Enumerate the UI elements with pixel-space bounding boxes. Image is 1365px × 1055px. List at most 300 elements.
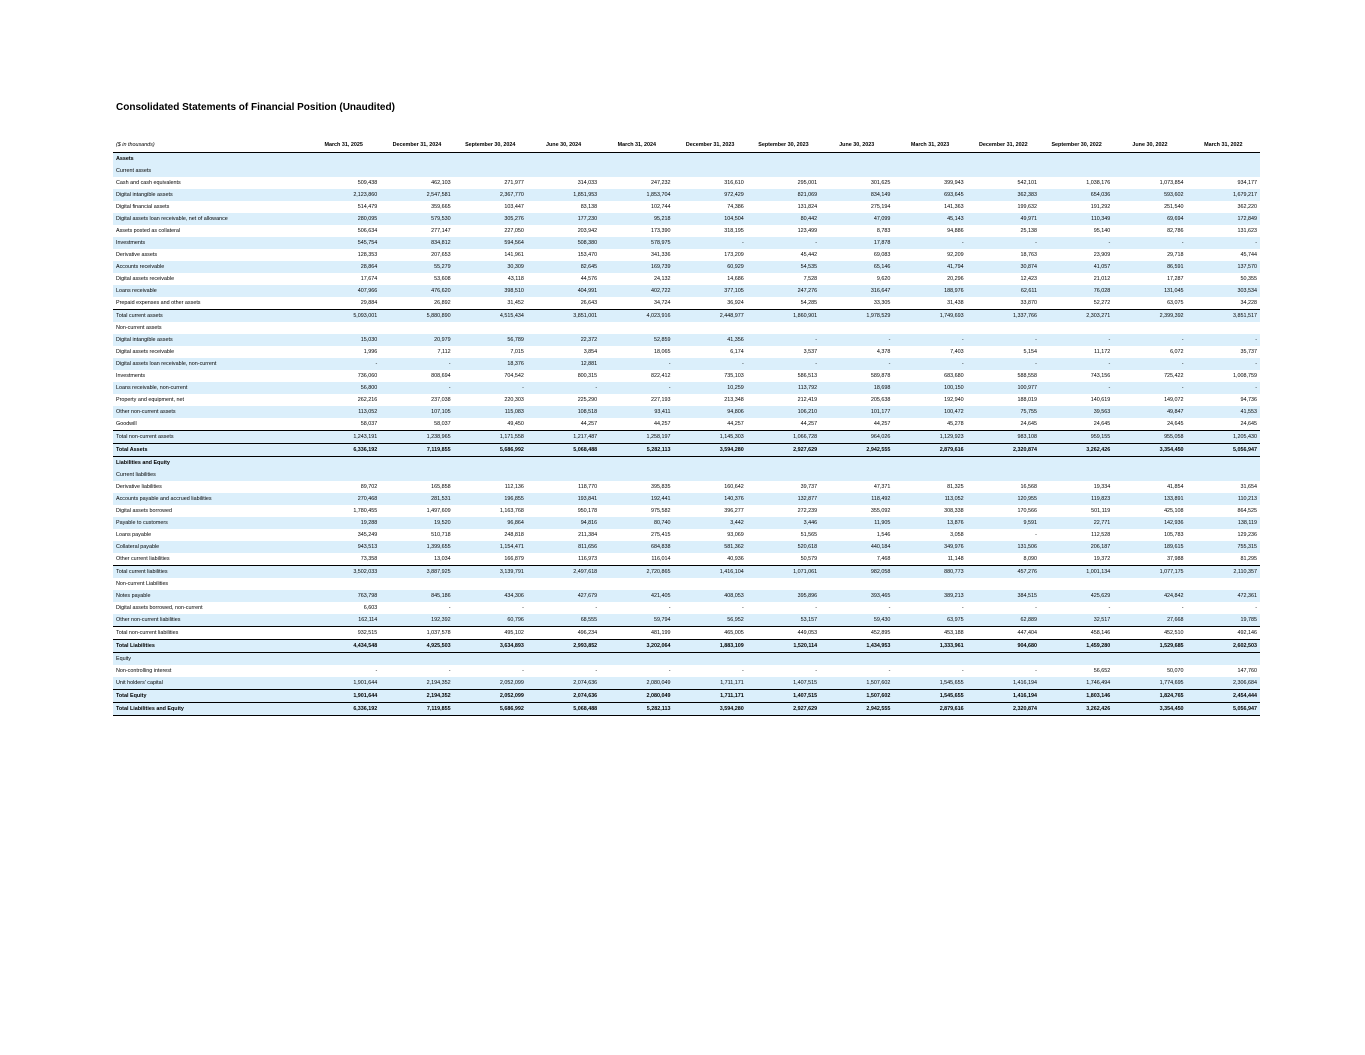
row-label: Total Assets — [113, 444, 307, 457]
value-cell: 86,591 — [1113, 261, 1186, 273]
row-label: Payable to customers — [113, 517, 307, 529]
value-cell: - — [673, 358, 746, 370]
value-cell: 177,230 — [527, 213, 600, 225]
value-cell — [1040, 578, 1113, 590]
value-cell: 52,272 — [1093, 300, 1111, 306]
value-cell: 880,773 — [893, 566, 966, 579]
value-cell: 113,052 — [893, 493, 966, 505]
value-cell: 19,288 — [307, 517, 380, 529]
row-label: Current liabilities — [113, 469, 307, 481]
value-cell: 424,842 — [1113, 590, 1186, 602]
value-cell: 821,069 — [747, 189, 820, 201]
value-cell: 1,507,602 — [820, 690, 893, 703]
value-cell: 472,361 — [1187, 590, 1260, 602]
value-cell: 45,143 — [893, 213, 966, 225]
value-cell — [673, 578, 746, 590]
value-cell: 588,558 — [1017, 373, 1037, 379]
value-cell: 509,438 — [357, 180, 378, 186]
value-cell: 62,611 — [967, 285, 1040, 297]
value-cell: 237,038 — [431, 397, 451, 403]
value-cell: - — [893, 334, 966, 346]
value-cell: 1,901,644 — [307, 677, 380, 690]
value-cell: 1,001,134 — [1040, 566, 1113, 579]
row-label: Digital assets receivable — [116, 349, 175, 355]
value-cell: 594,564 — [454, 237, 527, 249]
value-cell: - — [1040, 358, 1113, 370]
value-cell: 19,334 — [1093, 484, 1111, 490]
value-cell: - — [967, 334, 1040, 346]
value-cell — [600, 653, 673, 666]
value-cell: 16,568 — [1020, 484, 1037, 490]
value-cell: 225,290 — [577, 397, 598, 403]
value-cell: 1,901,644 — [307, 690, 380, 703]
value-cell: 736,060 — [357, 373, 378, 379]
value-cell: 40,936 — [727, 556, 744, 562]
column-header: March 31, 2022 — [1204, 142, 1243, 148]
value-cell — [820, 457, 893, 470]
value-cell: 100,977 — [967, 382, 1040, 394]
value-cell: 7,119,855 — [380, 703, 453, 716]
value-cell: 704,542 — [504, 373, 524, 379]
value-cell: 18,065 — [653, 349, 671, 355]
value-cell: 725,422 — [1164, 373, 1184, 379]
column-header: June 30, 2023 — [839, 142, 875, 148]
value-cell: 593,602 — [1113, 189, 1186, 201]
value-cell: 45,744 — [1240, 252, 1257, 258]
value-cell: 11,172 — [1094, 349, 1111, 355]
value-cell: 24,645 — [1167, 421, 1184, 427]
value-cell: 735,103 — [724, 373, 744, 379]
value-cell: 2,399,392 — [1113, 310, 1186, 323]
value-cell: 2,074,636 — [527, 690, 600, 703]
table-row — [113, 322, 1260, 334]
value-cell: 34,724 — [653, 300, 671, 306]
value-cell: 864,525 — [1237, 508, 1257, 514]
row-label: Assets posted as collateral — [116, 228, 181, 234]
value-cell: 3,502,033 — [307, 566, 380, 579]
value-cell — [1040, 457, 1113, 470]
value-cell: - — [448, 605, 451, 611]
value-cell: 1,037,578 — [380, 627, 453, 640]
value-cell: 1,711,171 — [673, 677, 746, 690]
table-row — [113, 505, 1260, 517]
value-cell: 393,465 — [820, 590, 893, 602]
value-cell: 495,102 — [454, 627, 527, 640]
value-cell: 206,187 — [1040, 541, 1113, 553]
value-cell — [673, 469, 746, 481]
value-cell: 1,679,217 — [1187, 189, 1260, 201]
value-cell: 964,026 — [820, 431, 893, 444]
value-cell: 2,052,099 — [454, 690, 527, 703]
value-cell: 2,367,770 — [454, 189, 527, 201]
value-cell: 112,136 — [504, 484, 524, 490]
value-cell — [820, 578, 893, 590]
value-cell: 389,213 — [893, 590, 966, 602]
value-cell: 24,132 — [653, 276, 671, 282]
value-cell: 2,080,049 — [600, 677, 673, 690]
table-row — [113, 469, 1260, 481]
value-cell: 54,285 — [800, 300, 818, 306]
value-cell: 377,105 — [673, 285, 746, 297]
value-cell: 247,232 — [650, 180, 671, 186]
value-cell: 318,195 — [724, 228, 744, 234]
value-cell: 41,553 — [1187, 406, 1260, 418]
value-cell — [1040, 165, 1113, 177]
value-cell: 457,276 — [967, 566, 1040, 579]
table-row — [113, 177, 1260, 189]
value-cell — [454, 165, 527, 177]
value-cell: 2,074,636 — [527, 677, 600, 690]
value-cell: 514,479 — [357, 204, 378, 210]
value-cell: 211,384 — [578, 532, 598, 538]
value-cell: 9,620 — [876, 276, 891, 282]
column-header: September 30, 2022 — [1051, 142, 1102, 148]
table-row — [113, 481, 1260, 493]
value-cell: 1,205,430 — [1187, 431, 1260, 444]
value-cell: 1,545,655 — [893, 677, 966, 690]
value-cell: 359,665 — [431, 204, 451, 210]
value-cell: - — [600, 358, 673, 370]
row-label: Investments — [113, 237, 307, 249]
value-cell: 2,123,860 — [307, 189, 380, 201]
value-cell: 116,014 — [651, 556, 671, 562]
value-cell: - — [1113, 382, 1186, 394]
value-cell: 2,194,352 — [380, 677, 453, 690]
value-cell: - — [375, 668, 378, 674]
value-cell: 140,376 — [673, 493, 746, 505]
value-cell — [1113, 653, 1186, 666]
value-cell — [600, 457, 673, 470]
row-label: Loans receivable — [113, 285, 307, 297]
row-label: Total Equity — [113, 690, 307, 703]
value-cell — [967, 322, 1040, 334]
value-cell: 32,517 — [1040, 614, 1113, 627]
value-cell — [454, 653, 527, 666]
value-cell: 56,952 — [673, 614, 746, 627]
value-cell — [527, 578, 600, 590]
value-cell — [600, 578, 673, 590]
value-cell: 196,855 — [454, 493, 527, 505]
table-row — [113, 541, 1260, 553]
table-row — [113, 297, 1260, 310]
value-cell: - — [747, 334, 820, 346]
value-cell: 305,276 — [454, 213, 527, 225]
value-cell: 82,786 — [1167, 228, 1184, 234]
table-row — [113, 285, 1260, 297]
value-cell: 8,090 — [1023, 556, 1037, 562]
value-cell: 398,510 — [454, 285, 527, 297]
value-cell: 1,407,515 — [747, 677, 820, 690]
value-cell: 34,228 — [1240, 300, 1257, 306]
value-cell: 51,565 — [800, 532, 818, 538]
value-cell: 1,416,104 — [673, 566, 746, 579]
value-cell: 199,632 — [1017, 204, 1037, 210]
value-cell: 1,333,961 — [893, 640, 966, 653]
value-cell — [380, 653, 453, 666]
value-cell: 27,668 — [1113, 614, 1186, 627]
value-cell: - — [1255, 605, 1257, 611]
value-cell — [527, 153, 600, 166]
value-cell: 26,892 — [434, 300, 451, 306]
value-cell — [967, 165, 1040, 177]
value-cell: 6,072 — [1170, 349, 1184, 355]
value-cell: 272,239 — [797, 508, 818, 514]
value-cell: 396,277 — [724, 508, 744, 514]
table-row — [113, 261, 1260, 273]
value-cell: 220,303 — [504, 397, 524, 403]
value-cell: - — [815, 605, 818, 611]
table-row — [113, 665, 1260, 677]
value-cell: 3,537 — [803, 349, 818, 355]
value-cell — [1187, 322, 1260, 334]
value-cell: 2,080,049 — [600, 690, 673, 703]
row-label: Digital intangible assets — [113, 189, 307, 201]
value-cell: 172,849 — [1187, 213, 1260, 225]
value-cell — [600, 469, 673, 481]
value-cell: 6,603 — [363, 605, 378, 611]
value-cell: - — [1035, 605, 1037, 611]
value-cell: 10,259 — [673, 382, 746, 394]
value-cell: 743,156 — [1090, 373, 1111, 379]
value-cell: 3,887,925 — [380, 566, 453, 579]
value-cell: 1,774,695 — [1113, 677, 1186, 690]
value-cell: 975,582 — [650, 508, 671, 514]
value-cell: 45,278 — [947, 421, 964, 427]
value-cell: 447,404 — [967, 627, 1040, 640]
value-cell: 110,349 — [1040, 213, 1113, 225]
value-cell: 811,656 — [527, 541, 600, 553]
value-cell: 251,540 — [1164, 204, 1184, 210]
value-cell: - — [1187, 358, 1260, 370]
value-cell: - — [595, 605, 598, 611]
value-cell: - — [522, 605, 524, 611]
value-cell: 93,411 — [600, 406, 673, 418]
value-cell: 41,057 — [1040, 261, 1113, 273]
value-cell: 20,296 — [947, 276, 964, 282]
value-cell: 316,647 — [820, 285, 893, 297]
value-cell: 45,442 — [800, 252, 818, 258]
row-label: Liabilities and Equity — [113, 457, 307, 470]
value-cell: 6,336,192 — [307, 444, 380, 457]
value-cell: 170,566 — [1017, 508, 1037, 514]
value-cell: 44,257 — [873, 421, 891, 427]
value-cell: 73,358 — [360, 556, 378, 562]
value-cell: 684,838 — [600, 541, 673, 553]
row-label: Loans payable — [116, 532, 152, 538]
value-cell: 5,686,992 — [454, 703, 527, 716]
value-cell: 104,504 — [673, 213, 746, 225]
total-row — [113, 690, 1260, 703]
value-cell: - — [747, 237, 820, 249]
value-cell: 29,718 — [1167, 252, 1184, 258]
value-cell: 12,881 — [527, 358, 600, 370]
value-cell: 362,383 — [967, 189, 1040, 201]
value-cell: 2,052,099 — [454, 677, 527, 690]
value-cell: 28,864 — [307, 261, 380, 273]
value-cell — [1187, 457, 1260, 470]
row-label: Non-current Liabilities — [116, 581, 169, 587]
value-cell: 3,442 — [673, 517, 746, 529]
table-row — [113, 346, 1260, 358]
value-cell — [1113, 165, 1186, 177]
value-cell: 2,942,555 — [820, 703, 893, 716]
value-cell: 118,492 — [820, 493, 893, 505]
row-label: Other current liabilities — [116, 556, 170, 562]
value-cell — [820, 153, 893, 166]
value-cell — [747, 469, 820, 481]
value-cell: 295,001 — [797, 180, 818, 186]
value-cell: 2,194,352 — [380, 690, 453, 703]
value-cell: 955,058 — [1113, 431, 1186, 444]
value-cell: 49,847 — [1113, 406, 1186, 418]
value-cell: 1,337,766 — [967, 310, 1040, 323]
value-cell: - — [967, 358, 1040, 370]
value-cell: 2,497,618 — [527, 566, 600, 579]
value-cell: 17,878 — [820, 237, 893, 249]
value-cell: 63,975 — [893, 614, 966, 627]
value-cell: 30,309 — [454, 261, 527, 273]
value-cell: 44,257 — [580, 421, 598, 427]
value-cell: 7,119,855 — [380, 444, 453, 457]
header-row — [113, 138, 1260, 153]
value-cell: 131,506 — [967, 541, 1040, 553]
value-cell: 3,058 — [950, 532, 964, 538]
value-cell: 19,520 — [380, 517, 453, 529]
value-cell: 5,154 — [1023, 349, 1037, 355]
value-cell: 94,886 — [947, 228, 964, 234]
value-cell: - — [820, 334, 893, 346]
value-cell: 20,979 — [380, 334, 453, 346]
value-cell: 683,680 — [944, 373, 964, 379]
value-cell: - — [1040, 382, 1113, 394]
value-cell: 227,050 — [504, 228, 524, 234]
value-cell — [307, 578, 380, 590]
value-cell — [527, 469, 600, 481]
value-cell: 83,138 — [580, 204, 598, 210]
value-cell: 481,199 — [600, 627, 673, 640]
value-cell: 65,146 — [820, 261, 893, 273]
value-cell: 47,099 — [820, 213, 893, 225]
value-cell: 112,528 — [1091, 532, 1111, 538]
row-label: Assets — [113, 153, 307, 166]
row-label: Other non-current liabilities — [113, 614, 307, 627]
value-cell — [1040, 153, 1113, 166]
value-cell: - — [1113, 237, 1186, 249]
value-cell: 60,929 — [673, 261, 746, 273]
value-cell: 173,390 — [650, 228, 671, 234]
value-cell: 2,448,977 — [673, 310, 746, 323]
value-cell: 49,971 — [967, 213, 1040, 225]
value-cell: 427,679 — [527, 590, 600, 602]
value-cell: 30,874 — [967, 261, 1040, 273]
value-cell: 33,305 — [873, 300, 891, 306]
row-label: Derivative liabilities — [116, 484, 162, 490]
value-cell: - — [673, 237, 746, 249]
value-cell: 13,876 — [893, 517, 966, 529]
value-cell: - — [522, 668, 524, 674]
table-row — [113, 418, 1260, 431]
value-cell — [967, 469, 1040, 481]
value-cell: 408,053 — [673, 590, 746, 602]
value-cell: - — [1040, 237, 1113, 249]
value-cell: - — [307, 358, 380, 370]
value-cell: 166,879 — [504, 556, 524, 562]
value-cell — [747, 153, 820, 166]
value-cell: 50,355 — [1240, 276, 1257, 282]
value-cell: 17,287 — [1167, 276, 1184, 282]
value-cell: 4,023,916 — [600, 310, 673, 323]
value-cell: 110,213 — [1187, 493, 1260, 505]
value-cell: 147,760 — [1237, 668, 1257, 674]
value-cell: 105,783 — [1164, 532, 1184, 538]
row-label: Digital assets receivable — [116, 276, 175, 282]
value-cell: 119,823 — [1040, 493, 1113, 505]
value-cell — [673, 165, 746, 177]
value-cell: 7,468 — [876, 556, 891, 562]
value-cell: 39,563 — [1040, 406, 1113, 418]
value-cell: 395,896 — [747, 590, 820, 602]
row-label: Accounts payable and accrued liabilities — [113, 493, 307, 505]
value-cell: 983,108 — [967, 431, 1040, 444]
table-row — [113, 189, 1260, 201]
value-cell: 452,510 — [1113, 627, 1186, 640]
value-cell: 1,851,953 — [527, 189, 600, 201]
value-cell: 247,276 — [747, 285, 820, 297]
value-cell: 18,763 — [1020, 252, 1037, 258]
value-cell: 49,450 — [507, 421, 524, 427]
value-cell: 31,654 — [1240, 484, 1257, 490]
value-cell: 506,634 — [357, 228, 378, 234]
value-cell: 118,770 — [578, 484, 598, 490]
value-cell: 11,148 — [947, 556, 964, 562]
value-cell: 2,110,357 — [1187, 566, 1260, 579]
value-cell: 56,789 — [454, 334, 527, 346]
value-cell: 579,530 — [380, 213, 453, 225]
value-cell: 129,236 — [1237, 532, 1257, 538]
value-cell: 53,608 — [434, 276, 451, 282]
value-cell: 69,083 — [873, 252, 891, 258]
value-cell: 808,694 — [431, 373, 451, 379]
value-cell: 462,103 — [431, 180, 451, 186]
value-cell: 1,217,487 — [527, 431, 600, 444]
value-cell — [527, 457, 600, 470]
value-cell — [967, 653, 1040, 666]
value-cell: 131,824 — [797, 204, 818, 210]
value-cell: 1,129,923 — [893, 431, 966, 444]
value-cell: 5,282,113 — [600, 444, 673, 457]
value-cell: 192,940 — [944, 397, 964, 403]
value-cell: 14,686 — [727, 276, 744, 282]
value-cell: 7,528 — [803, 276, 818, 282]
value-cell: - — [668, 605, 671, 611]
value-cell: 458,146 — [1040, 627, 1113, 640]
value-cell: - — [1035, 532, 1037, 538]
row-label: Equity — [113, 653, 307, 666]
value-cell: 108,518 — [527, 406, 600, 418]
value-cell — [820, 165, 893, 177]
value-cell — [307, 322, 380, 334]
value-cell: 1,171,558 — [454, 431, 527, 444]
table-row — [113, 225, 1260, 237]
table-row — [113, 382, 1260, 394]
table-row — [113, 602, 1260, 614]
value-cell: 69,694 — [1113, 213, 1186, 225]
value-cell: 15,030 — [307, 334, 380, 346]
row-label: Non-current assets — [116, 325, 162, 331]
value-cell: 47,371 — [873, 484, 891, 490]
value-cell: 80,740 — [600, 517, 673, 529]
value-cell: 7,112 — [437, 349, 451, 355]
